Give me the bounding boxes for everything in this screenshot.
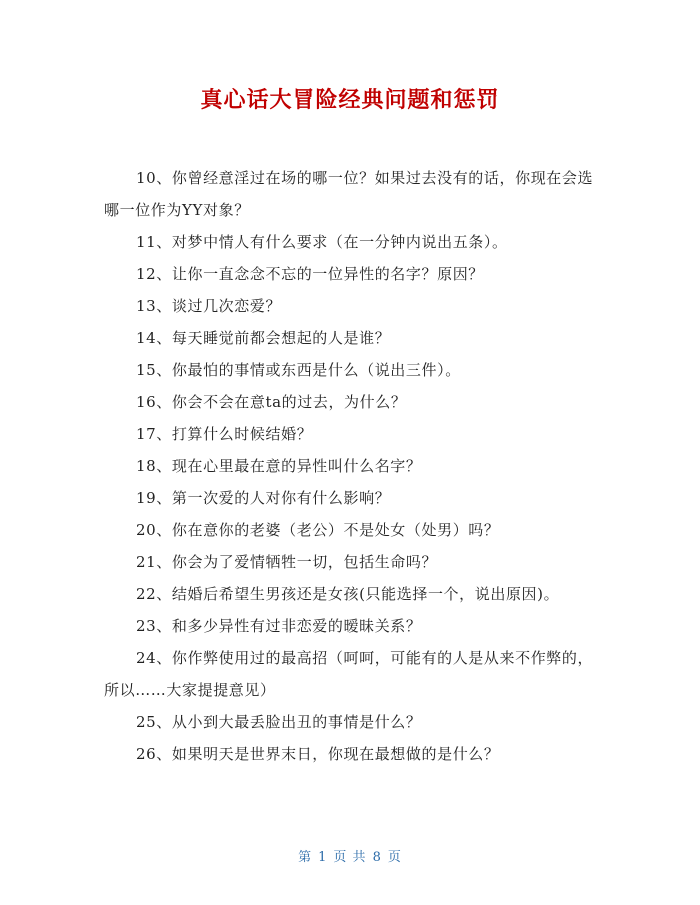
question-item-26: 26、如果明天是世界末日，你现在最想做的是什么？ (136, 745, 500, 763)
question-item-25: 25、从小到大最丢脸出丑的事情是什么？ (136, 713, 422, 731)
question-item-23: 23、和多少异性有过非恋爱的暧昧关系？ (136, 617, 422, 635)
document-title: 真心话大冒险经典问题和惩罚 (200, 88, 500, 113)
footer-page-total: 8 (372, 850, 382, 865)
question-item-13: 13、谈过几次恋爱？ (136, 297, 282, 315)
footer-page-prefix: 第 (298, 850, 313, 865)
question-item-12: 12、让你一直念念不忘的一位异性的名字？原因？ (136, 265, 484, 283)
question-item-11: 11、对梦中情人有什么要求（在一分钟内说出五条）。 (136, 233, 508, 251)
question-item-16: 16、你会不会在意ta的过去，为什么？ (136, 393, 407, 411)
question-item-17: 17、打算什么时候结婚？ (136, 425, 313, 443)
question-item-22: 22、结婚后希望生男孩还是女孩(只能选择一个，说出原因)。 (136, 585, 560, 603)
question-item-15: 15、你最怕的事情或东西是什么（说出三件）。 (136, 361, 461, 379)
question-item-24: 24、你作弊使用过的最高招（呵呵，可能有的人是从来不作弊的，所以……大家提提意见） (104, 649, 594, 699)
question-item-19: 19、第一次爱的人对你有什么影响？ (136, 489, 391, 507)
question-item-10: 10、你曾经意淫过在场的哪一位？如果过去没有的话，你现在会选哪一位作为YY对象？ (104, 169, 594, 219)
question-item-18: 18、现在心里最在意的异性叫什么名字？ (136, 457, 422, 475)
footer-page-current: 1 (318, 850, 328, 865)
footer-page-suffix: 页 (387, 850, 402, 865)
footer-page-mid: 页 共 (333, 850, 367, 865)
question-list (104, 162, 594, 770)
question-item-20: 20、你在意你的老婆（老公）不是处女（处男）吗？ (136, 521, 500, 539)
page-footer (0, 846, 700, 865)
question-item-14: 14、每天睡觉前都会想起的人是谁？ (136, 329, 391, 347)
question-item-21: 21、你会为了爱情牺牲一切，包括生命吗？ (136, 553, 438, 571)
